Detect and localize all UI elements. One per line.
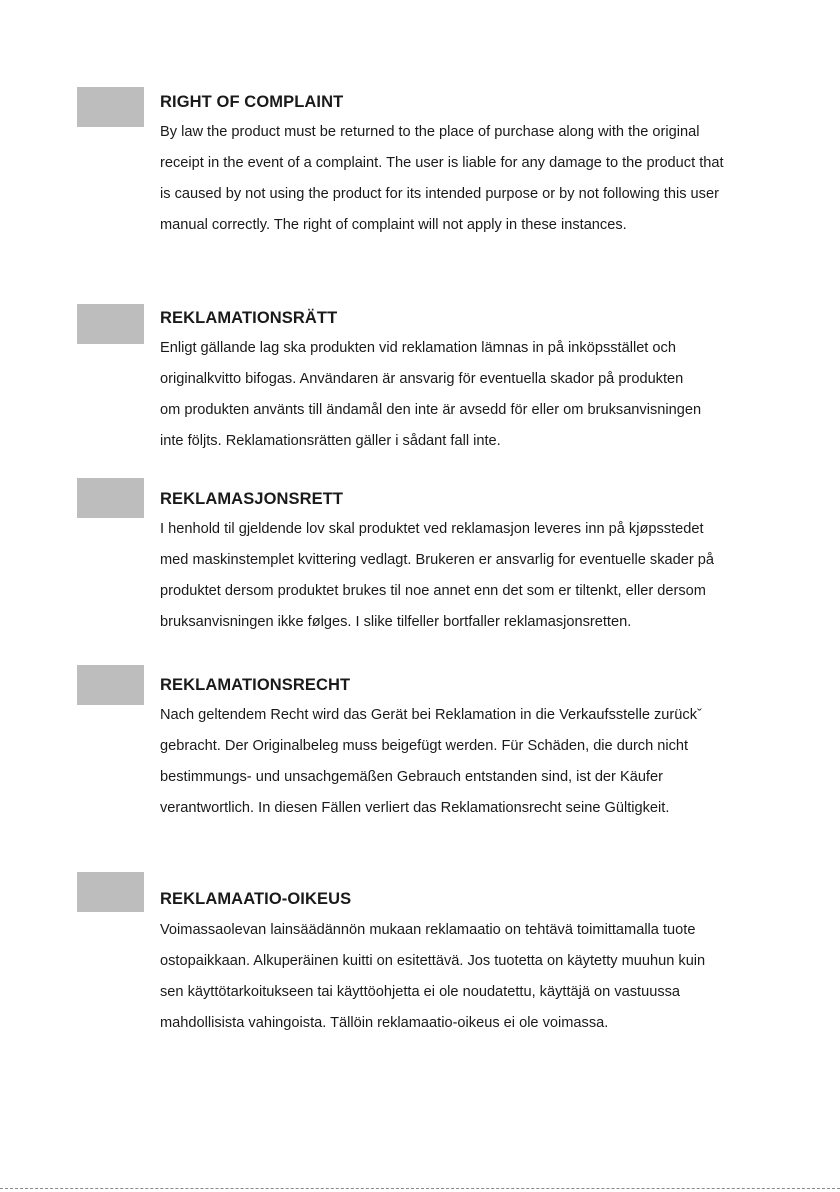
body-line: ostopaikkaan. Alkuperäinen kuitti on esitettävä. Jos tuotetta on käytetty muuhun kuin bbox=[160, 953, 706, 969]
body-line: bruksanvisningen ikke følges. I slike tilfeller bortfaller reklamasjonsretten. bbox=[160, 614, 632, 630]
section-body bbox=[160, 915, 800, 1039]
language-flag-placeholder bbox=[77, 304, 144, 344]
body-line: By law the product must be returned to the place of purchase along with the original bbox=[160, 124, 700, 140]
body-line: produktet dersom produktet brukes til noe annet enn det som er tiltenkt, eller dersom bbox=[160, 583, 706, 599]
section-heading: REKLAMAATIO-OIKEUS bbox=[160, 890, 352, 908]
section-body bbox=[160, 333, 800, 457]
body-line: Voimassaolevan lainsäädännön mukaan reklamaatio on tehtävä toimittamalla tuote bbox=[160, 922, 696, 938]
section-body bbox=[160, 700, 800, 824]
language-flag-placeholder bbox=[77, 872, 144, 912]
body-line: verantwortlich. In diesen Fällen verliert das Reklamationsrecht seine Gültigkeit. bbox=[160, 800, 670, 816]
body-line: med maskinstemplet kvittering vedlagt. Brukeren er ansvarlig for eventuelle skader på bbox=[160, 552, 715, 568]
section-heading: REKLAMATIONSRÄTT bbox=[160, 309, 338, 327]
body-line: sen käyttötarkoitukseen tai käyttöohjetta ei ole noudatettu, käyttäjä on vastuussa bbox=[160, 984, 681, 1000]
body-line: om produkten använts till ändamål den inte är avsedd för eller om bruksanvisningen bbox=[160, 402, 702, 418]
body-line: mahdollisista vahingoista. Tällöin reklamaatio-oikeus ei ole voimassa. bbox=[160, 1015, 609, 1031]
body-line: receipt in the event of a complaint. The user is liable for any damage to the product that bbox=[160, 155, 724, 171]
body-line: I henhold til gjeldende lov skal produktet ved reklamasjon leveres inn på kjøpsstedet bbox=[160, 521, 704, 537]
language-flag-placeholder bbox=[77, 87, 144, 127]
section-body bbox=[160, 514, 800, 638]
section-heading: REKLAMATIONSRECHT bbox=[160, 676, 351, 694]
section-body bbox=[160, 117, 800, 241]
body-line: Enligt gällande lag ska produkten vid reklamation lämnas in på inköpsstället och bbox=[160, 340, 676, 356]
body-line: bestimmungs- und unsachgemäßen Gebrauch entstanden sind, ist der Käufer bbox=[160, 769, 663, 785]
body-line: inte följts. Reklamationsrätten gäller i sådant fall inte. bbox=[160, 433, 501, 449]
body-line: gebracht. Der Originalbeleg muss beigefügt werden. Für Schäden, die durch nicht bbox=[160, 738, 689, 754]
body-line: Nach geltendem Recht wird das Gerät bei Reklamation in die Verkaufsstelle zurückˇ bbox=[160, 707, 702, 723]
body-line: manual correctly. The right of complaint will not apply in these instances. bbox=[160, 217, 627, 233]
section-heading: REKLAMASJONSRETT bbox=[160, 490, 344, 508]
language-flag-placeholder bbox=[77, 478, 144, 518]
language-flag-placeholder bbox=[77, 665, 144, 705]
page-bottom-divider bbox=[0, 1188, 840, 1189]
body-line: is caused by not using the product for its intended purpose or by not following this user bbox=[160, 186, 719, 202]
section-heading: RIGHT OF COMPLAINT bbox=[160, 93, 344, 111]
body-line: originalkvitto bifogas. Användaren är ansvarig för eventuella skador på produkten bbox=[160, 371, 684, 387]
